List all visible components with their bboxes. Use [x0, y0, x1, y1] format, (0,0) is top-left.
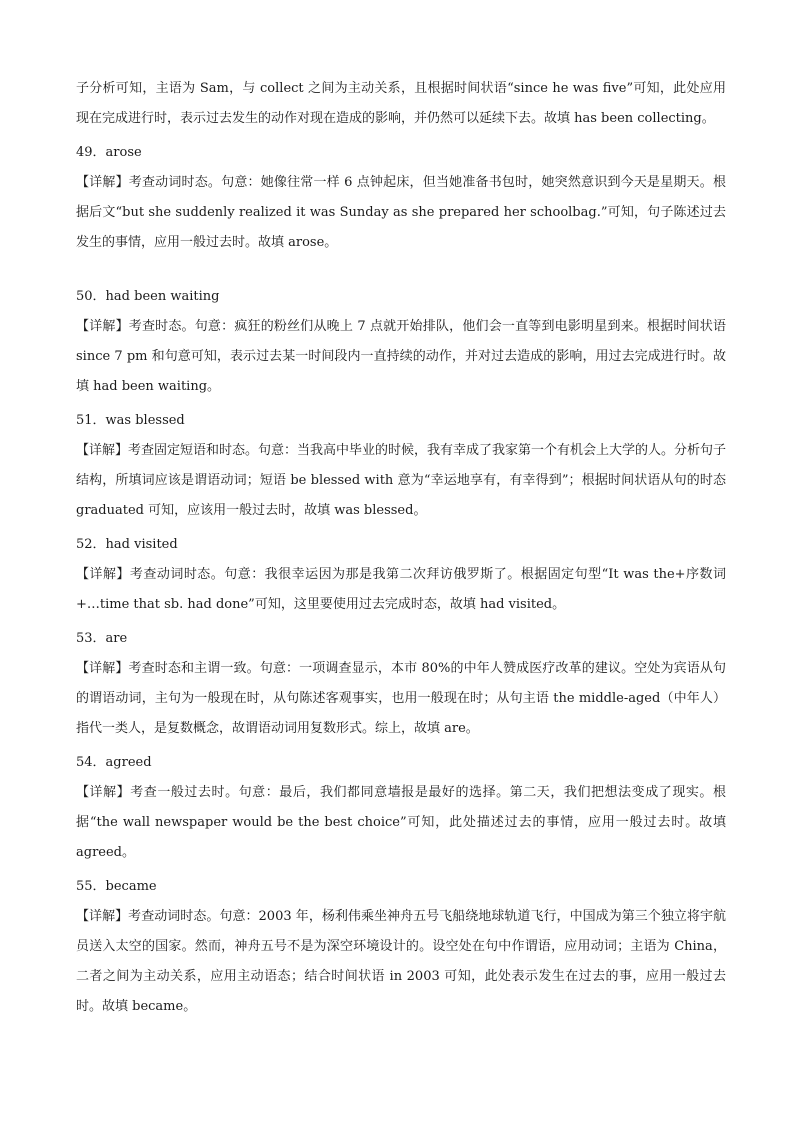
answer-50: 50．had been waiting: [76, 289, 220, 304]
answer-52: 52．had visited: [76, 537, 178, 552]
explanation-53: 【详解】考查时态和主谓一致。句意：一项调查显示，本市 80%的中年人赞成医疗改革的建议。空处为宾语从句的谓语动词，主句为一般现在时，从句陈述客观事实，也用一般现在时；从句主语 the middle-aged（中年人）指代一类人，是复数概念，故谓语动词用复数形式。综上，故填 are。: [76, 661, 726, 736]
explanation-51: 【详解】考查固定短语和时态。句意：当我高中毕业的时候，我有幸成了我家第一个有机会上大学的人。分析句子结构，所填词应该是谓语动词；短语 be blessed with 意为“幸运地享有，有幸得到”；根据时间状语从句的时态 graduated 可知，应该用一般过去时，故填 was blessed。: [76, 443, 727, 518]
answer-51: 51．was blessed: [76, 413, 185, 428]
answer-explanations: [76, 74, 726, 1026]
explanation-52: 【详解】考查动词时态。句意：我很幸运因为那是我第二次拜访俄罗斯了。根据固定句型“It was the+序数词+…time that sb. had done”可知，这里要使用过去完成时态，故填 had visited。: [76, 567, 726, 612]
explanation-48-tail: 子分析可知，主语为 Sam，与 collect 之间为主动关系，且根据时间状语“since he was five”可知，此处应用现在完成进行时，表示过去发生的动作对现在造成的影响，并仍然可以延续下去。故填 has been collecting。: [76, 81, 726, 126]
explanation-54: 【详解】考查一般过去时。句意：最后，我们都同意墙报是最好的选择。第二天，我们把想法变成了现实。根据“the wall newspaper would be the best choice”可知，此处描述过去的事情，应用一般过去时。故填 agreed。: [76, 785, 726, 860]
answer-54: 54．agreed: [76, 755, 152, 770]
answer-49: 49．arose: [76, 145, 142, 160]
explanation-49: 【详解】考查动词时态。句意：她像往常一样 6 点钟起床，但当她准备书包时，她突然意识到今天是星期天。根据后文“but she suddenly realized it was Sunday as she prepared her schoolbag.”可知，句子陈述过去发生的事情，应用一般过去时。故填 arose。: [76, 175, 726, 250]
explanation-50: 【详解】考查时态。句意：疯狂的粉丝们从晚上 7 点就开始排队，他们会一直等到电影明星到来。根据时间状语 since 7 pm 和句意可知，表示过去某一时间段内一直持续的动作，并对过去造成的影响，用过去完成进行时。故填 had been waiting。: [76, 319, 726, 394]
blank-line: [76, 262, 726, 282]
explanation-55: 【详解】考查动词时态。句意：2003 年，杨利伟乘坐神舟五号飞船绕地球轨道飞行，中国成为第三个独立将宇航员送入太空的国家。然而，神舟五号不是为深空环境设计的。设空处在句中作谓语，应用动词；主语为 China，二者之间为主动关系，应用主动语态；结合时间状语 in 2003 可知，此处表示发生在过去的事，应用一般过去时。故填 became。: [76, 909, 726, 1014]
answer-53: 53．are: [76, 631, 128, 646]
answer-55: 55．became: [76, 879, 157, 894]
